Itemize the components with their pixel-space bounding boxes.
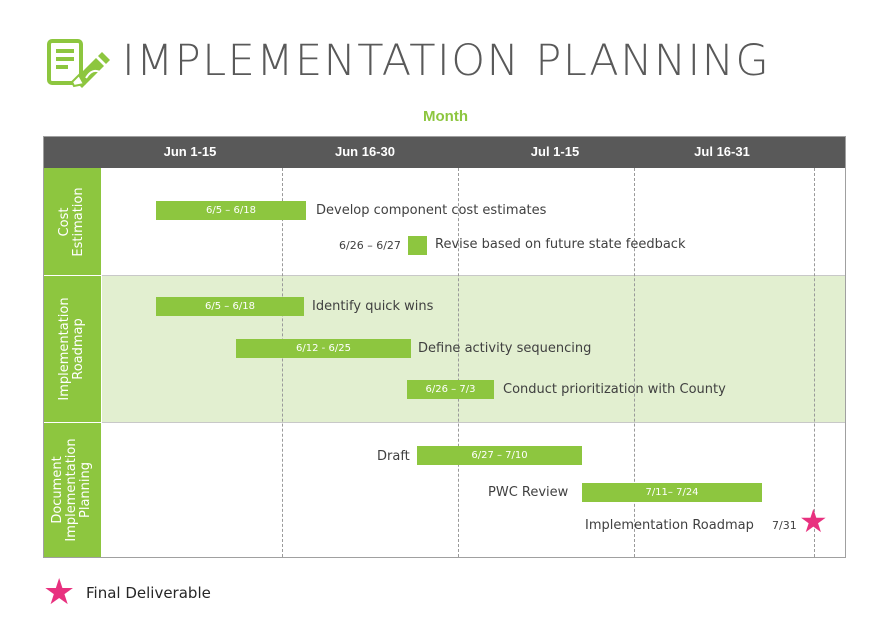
task-label: Draft: [377, 449, 410, 464]
row-label-document-planning: Document Implementation Planning: [43, 423, 102, 557]
row-label-cost-estimation: Cost Estimation: [43, 168, 102, 275]
star-icon: ★: [799, 502, 828, 540]
task-label: Develop component cost estimates: [316, 203, 547, 218]
page-title: IMPLEMENTATION PLANNING: [122, 36, 771, 86]
task-label: Define activity sequencing: [418, 341, 592, 356]
period-header: Jul 16-31: [694, 144, 750, 159]
task-label: Revise based on future state feedback: [435, 237, 686, 252]
task-bar: 6/12 - 6/25: [236, 339, 411, 358]
task-bar: 6/27 – 7/10: [417, 446, 582, 465]
legend-star-icon: ★: [43, 572, 76, 613]
period-header: Jun 16-30: [335, 144, 395, 159]
row-label-implementation-roadmap: Implementation Roadmap: [43, 276, 102, 422]
task-bar: [408, 236, 427, 255]
document-edit-icon: [46, 38, 112, 88]
task-date: 6/26 – 6/27: [339, 239, 401, 252]
task-bar: 7/11– 7/24: [582, 483, 762, 502]
task-label: PWC Review: [488, 485, 569, 500]
period-header: Jun 1-15: [163, 144, 217, 159]
legend-label: Final Deliverable: [86, 584, 211, 602]
task-bar: 6/5 – 6/18: [156, 201, 306, 220]
axis-title: Month: [423, 108, 468, 125]
task-label: Conduct prioritization with County: [503, 382, 726, 397]
period-header: Jul 1-15: [530, 144, 580, 159]
task-label: Identify quick wins: [312, 299, 434, 314]
task-bar: 6/26 – 7/3: [407, 380, 494, 399]
milestone-date: 7/31: [772, 519, 797, 532]
task-bar: 6/5 – 6/18: [156, 297, 304, 316]
milestone-label: Implementation Roadmap: [585, 518, 754, 533]
